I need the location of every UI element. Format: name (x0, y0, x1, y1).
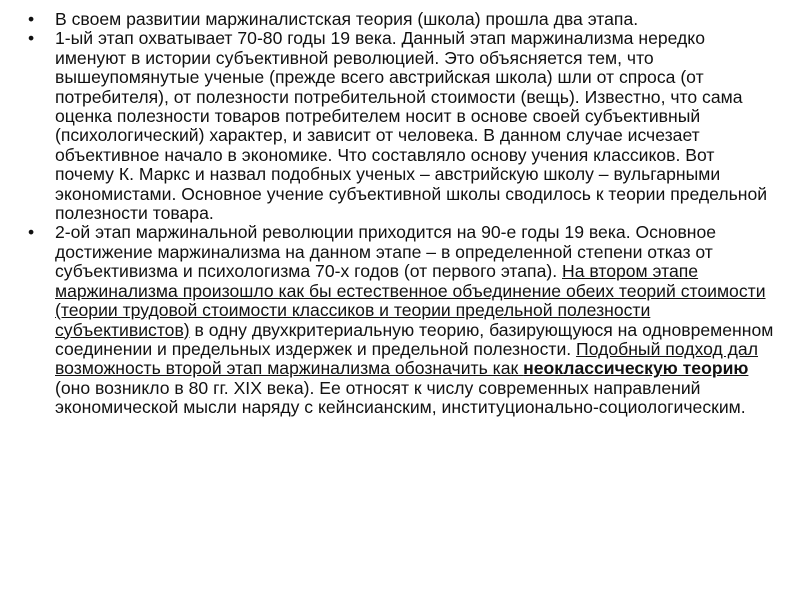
bullet-list (28, 10, 776, 418)
bullet-text-part: 2-ой этап маржинальной революции приходится на 90-е годы 19 века. Основное достижение маржинализма на данном этапе – в определенной степени отказ от субъективизма и психологизма 70-х годов (от первого этапа). (55, 222, 717, 282)
bullet-text: В своем развитии маржиналистская теория (школа) прошла два этапа. (55, 9, 639, 29)
bullet-dot-icon: • (28, 9, 35, 29)
bullet-dot-icon: • (28, 28, 35, 49)
underlined-text: Подобный подход дал возможность второй этап маржинализма обозначить как (55, 338, 758, 379)
bullet-item-stages (28, 10, 776, 29)
bullet-item-second-stage (28, 223, 776, 417)
bullet-text-part: (оно возникло в 80 гг. XIX века). Ее относят к числу современных направлений экономической мысли наряду с кейнсианским, институционально-социологическим. (55, 377, 746, 418)
emphasized-term: неоклассическую теорию (523, 358, 749, 379)
bullet-dot-icon: • (28, 222, 35, 243)
bullet-item-first-stage (28, 29, 776, 223)
bullet-text: 1-ый этап охватывает 70-80 годы 19 века. Данный этап маржинализма нередко именуют в истории субъективной революцией. Это объясняется тем, что вышеупомянутые ученые (прежде всего австрийская школа) шли от спроса (от потребителя), от полезности потребительной стоимости (вещь). Известно, что сама оценка полезности товаров потребителем носит в основе своей субъективный (психологический) характер, и зависит от человека. В данном случае исчезает объективное начало в экономике. Что составляло основу учения классиков. Вот почему К. Маркс и назвал подобных ученых – австрийскую школу – вульгарными экономистами. Основное учение субъективной школы сводилось к теории предельной полезности товара. (55, 28, 768, 224)
underlined-text: На втором этапе маржинализма произошло как бы естественное объединение обеих теорий стоимости (теории трудовой стоимости классиков и теории предельной полезности субъективистов) (55, 261, 766, 340)
bullet-text-part: в одну двухкритериальную теорию, базирующуюся на одновременном соединении и предельных издержек и предельной полезности. (55, 319, 774, 359)
